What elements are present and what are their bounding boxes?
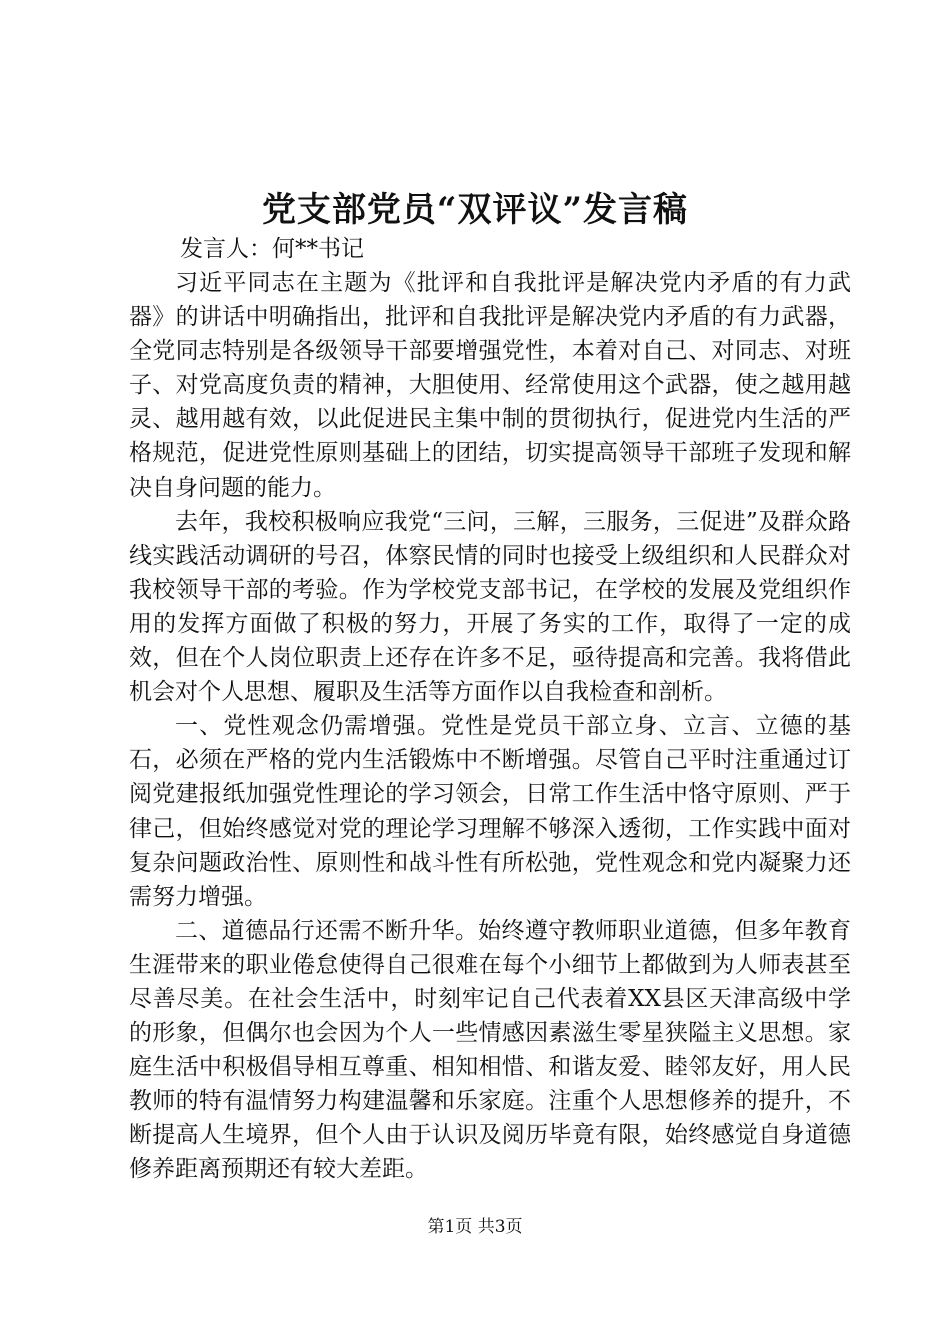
page-footer: 第1页 共3页 <box>427 1217 523 1237</box>
document-title: 党支部党员“双评议”发言稿 <box>261 190 689 230</box>
body-paragraph-party-spirit: 一、党性观念仍需增强。党性是党员干部立身、立言、立德的基石，必须在严格的党内生活锻炼中不断增强。尽管自己平时注重通过订阅党建报纸加强党性理论的学习领会，日常工作生活中恪守原则、严于律己，但始终感觉对党的理论学习理解不够深入透彻，工作实践中面对复杂问题政治性、原则性和战斗性有所松弛，党性观念和党内凝聚力还需努力增强。 <box>129 713 851 910</box>
body-paragraph-intro: 习近平同志在主题为《批评和自我批评是解决党内矛盾的有力武器》的讲话中明确指出，批评和自我批评是解决党内矛盾的有力武器，全党同志特别是各级领导干部要增强党性，本着对自己、对同志、对班子、对党高度负责的精神，大胆使用、经常使用这个武器，使之越用越灵、越用越有效，以此促进民主集中制的贯彻执行，促进党内生活的严格规范，促进党性原则基础上的团结，切实提高领导干部班子发现和解决自身问题的能力。 <box>129 270 851 501</box>
speaker-line: 发言人：何**书记 <box>180 236 364 262</box>
body-paragraph-moral-conduct: 二、道德品行还需不断升华。始终遵守教师职业道德，但多年教育生涯带来的职业倦怠使得自己很难在每个小细节上都做到为人师表甚至尽善尽美。在社会生活中，时刻牢记自己代表着XX县区天津高级中学的形象，但偶尔也会因为个人一些情感因素滋生零星狭隘主义思想。家庭生活中积极倡导相互尊重、相知相惜、和谐友爱、睦邻友好，用人民教师的特有温情努力构建温馨和乐家庭。注重个人思想修养的提升，不断提高人生境界，但个人由于认识及阅历毕竟有限，始终感觉自身道德修养距离预期还有较大差距。 <box>129 917 851 1183</box>
body-paragraph-last-year: 去年，我校积极响应我党“三问，三解，三服务，三促进”及群众路线实践活动调研的号召，体察民情的同时也接受上级组织和人民群众对我校领导干部的考验。作为学校党支部书记，在学校的发展及党组织作用的发挥方面做了积极的努力，开展了务实的工作，取得了一定的成效，但在个人岗位职责上还存在许多不足，亟待提高和完善。我将借此机会对个人思想、履职及生活等方面作以自我检查和剖析。 <box>129 508 851 706</box>
document-body <box>129 266 851 1187</box>
